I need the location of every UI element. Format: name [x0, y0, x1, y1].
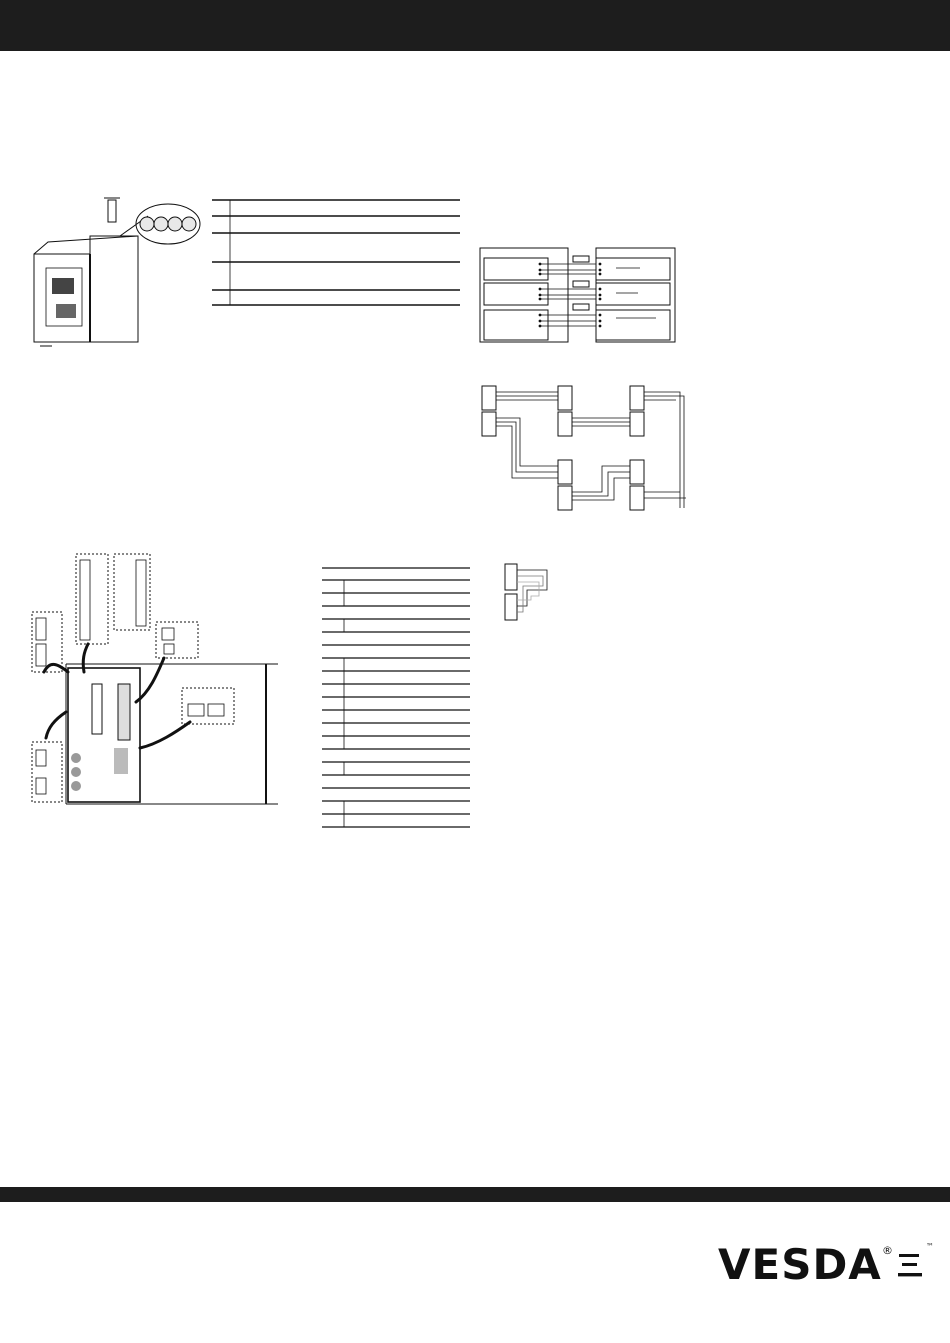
vesda-e-mark-icon — [896, 1251, 924, 1279]
vesda-logo — [718, 1240, 933, 1290]
connector-table — [212, 199, 462, 307]
trademark-mark: ™ — [926, 1242, 934, 1251]
header-band — [0, 0, 950, 51]
loopback-wiring-diagram — [503, 562, 553, 624]
logo-wordmark: VESDA — [718, 1240, 882, 1289]
registered-mark: ® — [882, 1244, 893, 1257]
relay-block-diagram — [480, 248, 678, 344]
terminal-table — [322, 567, 472, 829]
network-wiring-diagram — [480, 384, 690, 512]
detector-enclosure-figure — [28, 196, 203, 356]
footer-band — [0, 1187, 950, 1202]
controller-board-figure — [28, 552, 286, 808]
